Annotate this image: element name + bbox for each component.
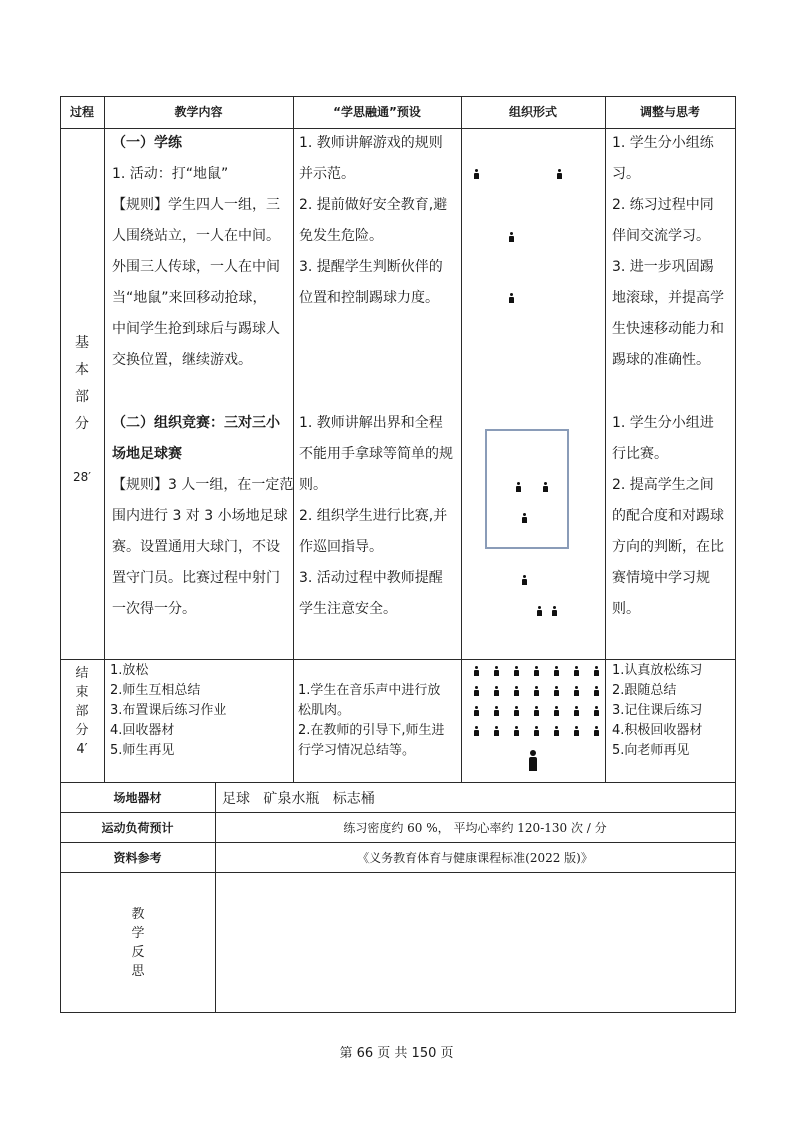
reference-value: 《义务教育体育与健康课程标准(2022 版)》 [357,851,593,865]
ending-label-char: 结 [75,666,89,681]
preset1-line: 3. 提醒学生判断伙伴的 [299,259,443,275]
content2-line: 一次得一分。 [112,601,196,617]
equipment-value: 足球 矿泉水瓶 标志桶 [222,791,375,807]
preset1-line: 1. 教师讲解游戏的规则 [299,135,443,151]
header-process: 过程 [69,105,94,119]
content2-line: 【规则】3 人一组，在一定范 [112,477,294,493]
preset2-line: 学生注意安全。 [299,601,397,617]
content1-line: 外围三人传球，一人在中间 [112,259,280,275]
ending-adjust-line: 3.记住课后练习 [612,703,703,718]
header-organization: 组织形式 [508,105,557,119]
ending-adjust-line: 4.积极回收器材 [612,723,703,738]
adjust1-line: 3. 进一步巩固踢 [612,259,714,275]
header-content: 教学内容 [174,105,223,119]
basic-time: 28′ [73,470,91,484]
reflection-area[interactable] [216,873,735,1012]
content2-title: （二）组织竞赛：三对三小 [112,415,280,431]
content1-line: 交换位置，继续游戏。 [112,352,252,368]
ending-adjust-line: 5.向老师再见 [612,743,690,758]
preset1-line: 位置和控制踢球力度。 [299,290,439,306]
preset1-line: 并示范。 [299,166,355,182]
content1-line: 【规则】学生四人一组，三 [112,197,280,213]
content1-line: 当“地鼠”来回移动抢球， [112,290,267,306]
adjust2-line: 2. 提高学生之间 [612,477,714,493]
content1-line: 1. 活动：打“地鼠” [112,166,229,182]
reflection-label-char: 反 [131,945,145,960]
preset2-line: 不能用手拿球等简单的规 [299,446,453,462]
header-preset: “学思融通”预设 [333,105,421,119]
load-value: 练习密度约 60 %， 平均心率约 120-130 次 / 分 [343,821,607,835]
adjust2-line: 行比赛。 [612,446,668,462]
page-number: 第 66 页 共 150 页 [339,1046,454,1061]
reference-label: 资料参考 [113,851,162,865]
content1-line: 人围绕站立，一人在中间。 [112,228,280,244]
adjust1-line: 1. 学生分小组练 [612,135,714,151]
adjust1-line: 习。 [612,166,640,182]
adjust1-line: 2. 练习过程中同 [612,197,714,213]
adjust1-line: 伴间交流学习。 [612,228,710,244]
ending-preset-line: 1.学生在音乐声中进行放 [298,683,441,698]
ending-adjust-line: 2.跟随总结 [612,683,677,698]
field-rectangle [485,429,569,549]
adjust2-line: 赛情境中学习规 [612,570,710,586]
reflection-label-char: 教 [131,907,145,922]
content2-title: 场地足球赛 [112,446,182,462]
ending-content-line: 4.回收器材 [110,723,175,738]
adjust1-line: 生快速移动能力和 [612,321,724,337]
equipment-label: 场地器材 [113,791,162,805]
adjust2-line: 方向的判断，在比 [612,539,724,555]
reflection-label-char: 学 [131,926,145,941]
basic-label-char: 部 [75,389,89,405]
preset1-line: 免发生危险。 [299,228,383,244]
ending-label-char: 束 [75,685,89,700]
ending-preset-line: 2.在教师的引导下,师生进 [298,723,445,738]
ending-content-line: 5.师生再见 [110,743,175,758]
ending-adjust-line: 1.认真放松练习 [612,663,703,678]
ending-content-line: 1.放松 [110,663,149,678]
ending-preset-line: 行学习情况总结等。 [298,743,416,758]
preset2-line: 作巡回指导。 [299,539,383,555]
reflection-label-char: 思 [131,964,145,979]
ending-content-line: 2.师生互相总结 [110,683,201,698]
basic-label-char: 本 [75,362,89,378]
content1-line: 中间学生抢到球后与踢球人 [112,321,280,337]
ending-label-char: 分 [75,723,89,738]
preset2-line: 3. 活动过程中教师提醒 [299,570,443,586]
content2-line: 围内进行 3 对 3 小场地足球 [112,508,288,524]
preset2-line: 1. 教师讲解出界和全程 [299,415,443,431]
adjust2-line: 1. 学生分小组进 [612,415,714,431]
adjust2-line: 则。 [612,601,640,617]
ending-content-line: 3.布置课后练习作业 [110,703,227,718]
header-adjust: 调整与思考 [639,105,700,119]
ending-time: 4′ [76,742,88,757]
adjust1-line: 踢球的准确性。 [612,352,710,368]
adjust2-line: 的配合度和对踢球 [612,508,724,524]
basic-label-char: 分 [75,416,89,432]
adjust1-line: 地滚球，并提高学 [612,290,724,306]
load-label: 运动负荷预计 [101,821,174,835]
basic-label-char: 基 [75,335,89,351]
content2-line: 赛。设置通用大球门，不设 [112,539,280,555]
preset2-line: 则。 [299,477,327,493]
ending-preset-line: 松肌肉。 [298,703,351,718]
content1-title: （一）学练 [112,135,182,151]
content2-line: 置守门员。比赛过程中射门 [112,570,280,586]
preset1-line: 2. 提前做好安全教育,避 [299,197,448,213]
preset2-line: 2. 组织学生进行比赛,并 [299,508,448,524]
ending-label-char: 部 [75,704,89,719]
